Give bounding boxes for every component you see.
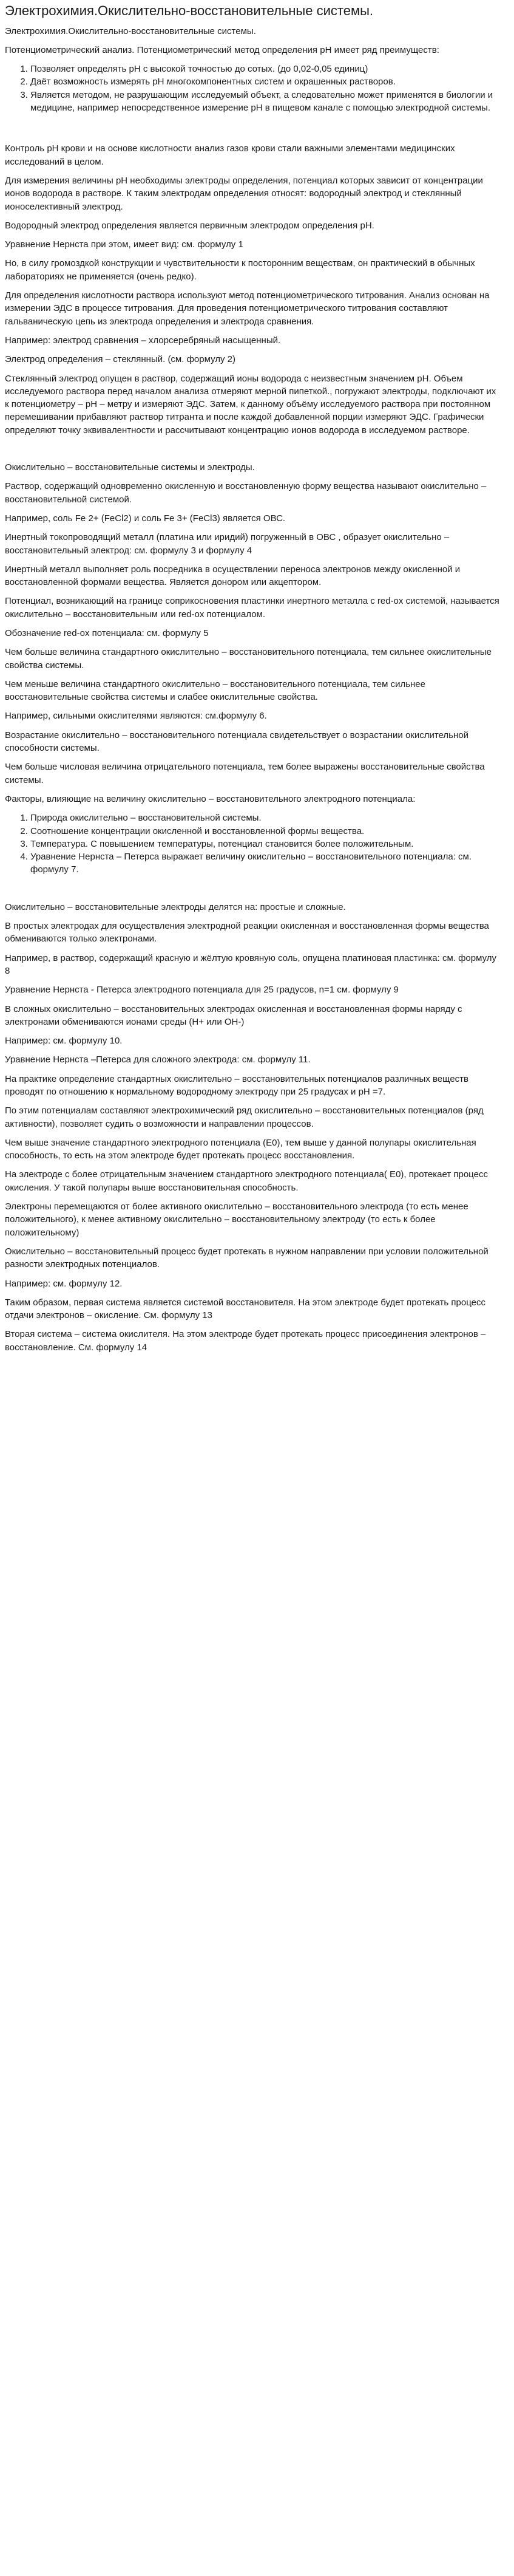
paragraph: Чем выше значение стандартного электродного потенциала (Е0), тем выше у данной полупары окислительная способность, то есть на этом электроде будет протекать процесс восстановления. [5, 1137, 476, 1161]
paragraph: Стеклянный электрод опущен в раствор, содержащий ионы водорода с неизвестным значением рН. Объем исследуемого раствора перед началом анализа отмеряют мерной пипеткой., погружают электроды, подключают их к потенциометру – рН – метру и измеряют ЭДС. Затем, к данному объёму исследуемого раствора при постоянном перемешивании прибавляют раствор титранта и после каждой добавленной порции измеряют ЭДС. Графически определяют точку эквивалентности и рассчитывают концентрацию ионов водорода в исследуемом растворе. [5, 373, 496, 436]
list-item: 3. Температура. С повышением температуры, потенциал становится более положительным. [30, 838, 499, 850]
paragraph: Обозначение red-ox потенциала: см. формулу 5 [5, 627, 209, 638]
list-item: 2. Даёт возможность измерять рН многокомпонентных систем и окрашенных растворов. [30, 75, 499, 88]
paragraph: Раствор, содержащий одновременно окисленную и восстановленную форму вещества называют окислительно – восстановительной системой. [5, 481, 487, 505]
paragraph: В простых электродах для осуществления электродной реакции окисленная и восстановленная формы вещества обмениваются только электронами. [5, 921, 489, 945]
paragraph: Уравнение Нернста –Петерса для сложного электрода: см. формулу 11. [5, 1054, 311, 1065]
paragraph: Например, в раствор, содержащий красную и жёлтую кровяную соль, опущена платиновая пластинка: см. формулу 8 [5, 952, 497, 976]
list-item: 3. Является методом, не разрушающим исследуемый объект, а следовательно может применятся в биологии и медицине, например непосредственное измерение рН в пищевом канале с помощью электродной системы. [30, 89, 499, 115]
paragraph: На электроде с более отрицательным значением стандартного электродного потенциала( Е0), протекает процесс окисления. У такой полупары выше восстановительная способность. [5, 1169, 488, 1193]
paragraph: Контроль рН крови и на основе кислотности анализ газов крови стали важными элементами медицинских исследований в целом. [5, 143, 455, 167]
paragraph: По этим потенциалам составляют электрохимический ряд окислительно – восстановительных потенциалов (ряд активности), позволяет судить о возможности и направлении процессов. [5, 1105, 484, 1129]
paragraph: Инертный токопроводящий металл (платина или иридий) погруженный в ОВС , образует окислительно – восстановительный электрод: см. формулу 3 и формулу 4 [5, 532, 450, 556]
section-heading: Окислительно – восстановительные системы и электроды. [5, 462, 255, 473]
advantages-list [5, 63, 499, 114]
paragraph: Таким образом, первая система является системой восстановителя. На этом электроде будет протекать процесс отдачи электронов – окисление. См. формулу 13 [5, 1297, 485, 1321]
paragraph: Инертный металл выполняет роль посредника в осуществлении переноса электронов между окисленной и восстановленной формами вещества. Является донором или акцептором. [5, 564, 461, 588]
paragraph: Уравнение Нернста - Петерса электродного потенциала для 25 градусов, n=1 см. формулу 9 [5, 985, 399, 996]
paragraph: Уравнение Нернста при этом, имеет вид: см. формулу 1 [5, 239, 243, 250]
paragraph: Возрастание окислительно – восстановительного потенциала свидетельствует о возрастании окислительной способности системы. [5, 729, 468, 754]
list-item: 2. Соотношение концентрации окисленной и восстановленной формы вещества. [30, 825, 499, 838]
paragraph: Для определения кислотности раствора используют метод потенциометрического титрования. Анализ основан на измерении ЭДС в процессе титрования. Для проведения потенциометрического титрования составляют гальваническую цепь из электрода определения и электрода сравнения. [5, 290, 490, 327]
paragraph: Электрод определения – стеклянный. (см. формулу 2) [5, 354, 236, 365]
paragraph: Например, соль Fe 2+ (FeCl2) и соль Fe 3+ (FeCl3) является ОВС. [5, 513, 286, 524]
list-item: 1. Позволяет определять рН с высокой точностью до сотых. (до 0,02-0,05 единиц) [30, 63, 499, 75]
paragraph: Например, сильными окислителями являются: см.формулу 6. [5, 711, 267, 722]
list-item: 1. Природа окислительно – восстановительной системы. [30, 811, 499, 824]
paragraph: Окислительно – восстановительный процесс будет протекать в нужном направлении при условии положительной разности электродных потенциалов. [5, 1246, 489, 1270]
paragraph: Например: электрод сравнения – хлорсеребряный насыщенный. [5, 335, 281, 346]
paragraph: Потенциометрический анализ. Потенциометрический метод определения рН имеет ряд преимуществ: [5, 44, 439, 55]
paragraph: Например: см. формулу 10. [5, 1036, 123, 1047]
factors-list [5, 811, 499, 876]
list-item: 4. Уравнение Нернста – Петерса выражает величину окислительно – восстановительного потенциала: см. формулу 7. [30, 850, 499, 876]
paragraph: Чем меньше величина стандартного окислительно – восстановительного потенциала, тем сильнее восстановительные свойства системы и слабее окислительные свойства. [5, 678, 425, 703]
paragraph: Электрохимия.Окислительно-восстановительные системы. [5, 26, 256, 36]
paragraph: Электроны перемещаются от более активного окислительно – восстановительного электрода (то есть менее положительного), к менее активному окислительно – восстановительному электроду (то есть к более положительному) [5, 1201, 468, 1238]
paragraph: Например: см. формулу 12. [5, 1278, 123, 1289]
page-title: Электрохимия.Окислительно-восстановительные системы. [5, 3, 373, 18]
paragraph: Окислительно – восстановительные электроды делятся на: простые и сложные. [5, 901, 346, 912]
paragraph: Вторая система – система окислителя. На этом электроде будет протекать процесс присоединения электронов – восстановление. См. формулу 14 [5, 1329, 486, 1353]
paragraph: На практике определение стандартных окислительно – восстановительных потенциалов различных веществ проводят по отношению к нормальному водородному электроду при 25 градусах и рН =7. [5, 1073, 469, 1097]
paragraph: Водородный электрод определения является первичным электродом определения рН. [5, 220, 374, 231]
paragraph: В сложных окислительно – восстановительных электродах окисленная и восстановленная формы наряду с электронами обмениваются ионами среды (Н+ или ОН-) [5, 1003, 462, 1027]
paragraph: Чем больше числовая величина отрицательного потенциала, тем более выражены восстановительные свойства системы. [5, 762, 485, 785]
paragraph: Факторы, влияющие на величину окислительно – восстановительного электродного потенциала: [5, 793, 416, 804]
paragraph: Но, в силу громоздкой конструкции и чувствительности к посторонним веществам, он практический в обычных лабораториях не применяется (очень редко). [5, 258, 475, 282]
paragraph: Для измерения величины рН необходимы электроды определения, потенциал которых зависит от концентрации ионов водорода в растворе. К таким электродам определения относят: водородный электрод и стеклянный ионоселективный электрод. [5, 175, 483, 212]
paragraph: Чем больше величина стандартного окислительно – восстановительного потенциала, тем сильнее окислительные свойства системы. [5, 647, 492, 671]
paragraph: Потенциал, возникающий на границе соприкосновения пластинки инертного металла с red-ox системой, называется окислительно – восстановительным или red-ox потенциалом. [5, 596, 499, 620]
